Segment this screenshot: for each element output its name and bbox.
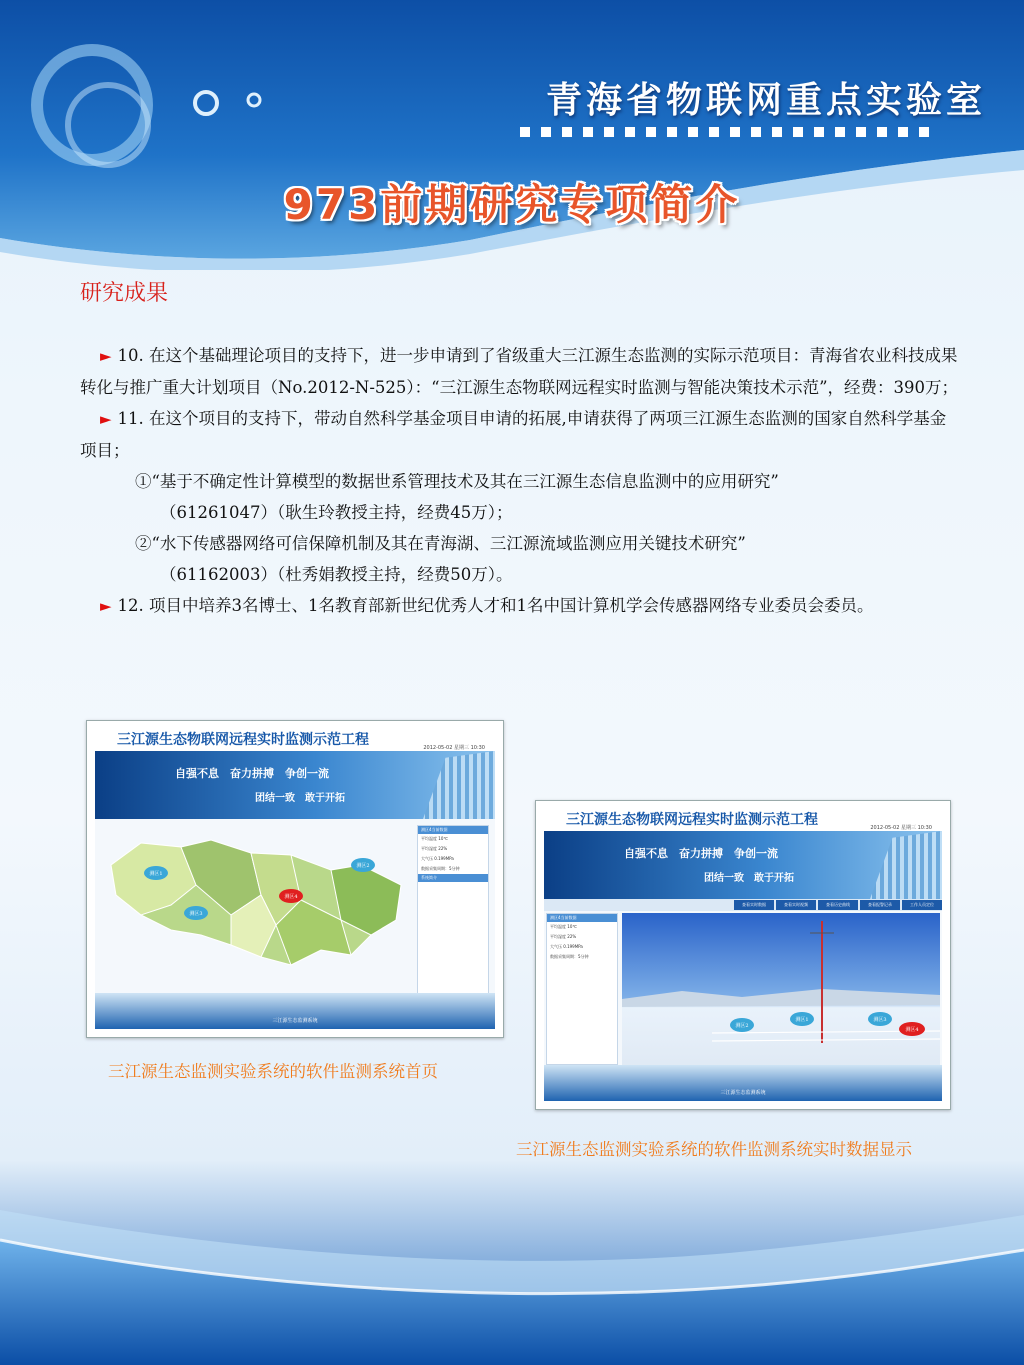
sub-item-2: ②“水下传感器网络可信保障机制及其在青海湖、三江源流域监测应用关键技术研究” [135,534,746,553]
building-image [852,831,942,899]
sub-item-1: ①“基于不确定性计算模型的数据世系管理技术及其在三江源生态信息监测中的应用研究” [135,472,779,491]
svg-text:测区4: 测区4 [284,894,298,900]
decorative-dots [520,127,929,137]
svg-text:测区3: 测区3 [873,1017,887,1023]
map-marker [790,1012,814,1026]
arrow-icon: ► [100,597,112,615]
screenshot-banner [544,831,942,899]
sub-item-2-detail: （61162003）（杜秀娟教授主持，经费50万）。 [160,565,513,584]
arrow-icon: ► [100,410,112,428]
item-11: ► 11. 在这个项目的支持下，带动自然科学基金项目申请的拓展,申请获得了两项三江源生态监测的国家自然科学基金项目； [80,409,947,460]
arrow-icon: ► [100,347,112,365]
slogan-1: 自强不息 奋力拼搏 争创一流 [624,847,778,860]
screenshot-realtime [535,800,951,1110]
screenshot-footer: 三江源生态监测系统 [95,993,495,1029]
map-marker [351,858,375,872]
map-marker [868,1012,892,1026]
caption-realtime: 三江源生态监测实验系统的软件监测系统实时数据显示 [516,1140,912,1159]
screenshot-date: 2012-05-02 星期三 10:30 [870,825,932,831]
caption-homepage: 三江源生态监测实验系统的软件监测系统首页 [108,1062,438,1081]
data-side-panel: 测区4当前数据 平均温度 10℃ 平均湿度 22% 大气压 0.199MPa 数据采集周期：5分钟 系统简介 [417,825,489,997]
footer-background [0,1170,1024,1365]
data-side-panel: 测区4当前数据 平均温度 10℃ 平均湿度 22% 大气压 0.199MPa 数据采集周期：5分钟 [546,913,618,1065]
page-title: 973前期研究专项简介 [283,180,741,229]
screenshot-homepage [86,720,504,1038]
screenshot-footer: 三江源生态监测系统 [544,1065,942,1101]
slogan-2: 团结一致 敢于开拓 [704,873,794,884]
svg-text:测区2: 测区2 [356,863,370,869]
region-map [101,825,411,985]
map-marker [184,906,208,920]
tab-realtime-video[interactable]: 查看实时视频 [776,900,816,910]
section-title: 研究成果 [80,281,169,306]
screenshot-date: 2012-05-02 星期三 10:30 [423,745,485,751]
tab-alarms[interactable]: 查看报警记录 [860,900,900,910]
svg-text:测区1: 测区1 [795,1017,809,1023]
map-marker [144,866,168,880]
slogan-1: 自强不息 奋力拼搏 争创一流 [175,767,329,780]
svg-text:测区2: 测区2 [735,1023,749,1029]
slogan-2: 团结一致 敢于开拓 [255,793,345,804]
map-marker [899,1022,925,1036]
screenshot-app-title: 三江源生态物联网远程实时监测示范工程 [95,729,495,751]
item-10: ► 10. 在这个基础理论项目的支持下，进一步申请到了省级重大三江源生态监测的实际示范项目：青海省农业科技成果转化与推广重大计划项目（No.2012-N-525）：“三江源生态物联网远程实时监测与智能决策技术示范”，经费：390万； [80,346,959,397]
map-marker [279,889,303,903]
svg-text:测区1: 测区1 [149,871,163,877]
svg-text:测区3: 测区3 [189,911,203,917]
field-photo [622,913,940,1071]
svg-text:测区4: 测区4 [905,1027,919,1033]
sub-item-1-detail: （61261047）（耿生玲教授主持，经费45万）； [160,503,513,522]
screenshot-app-title: 三江源生态物联网远程实时监测示范工程 [544,809,942,831]
map-marker [730,1018,754,1032]
tab-bar [544,899,942,911]
item-12: ► 12. 项目中培养3名博士、1名教育部新世纪优秀人才和1名中国计算机学会传感器网络专业委员会委员。 [100,596,874,615]
tab-staff-location[interactable]: 工作人员定位 [902,900,942,910]
tab-history[interactable]: 查看历史曲线 [818,900,858,910]
building-image [405,751,495,819]
body-text [80,340,960,622]
lab-name: 青海省物联网重点实验室 [545,79,986,121]
screenshot-banner [95,751,495,819]
tab-realtime-data[interactable]: 查看实时数据 [734,900,774,910]
